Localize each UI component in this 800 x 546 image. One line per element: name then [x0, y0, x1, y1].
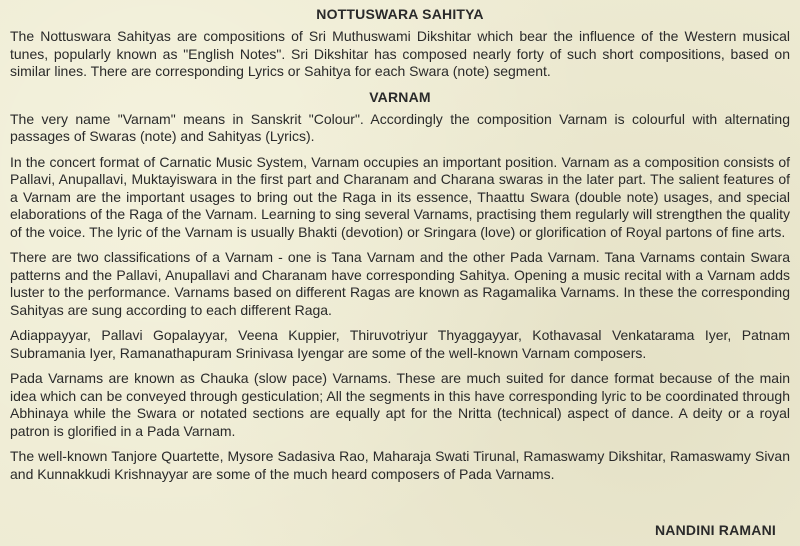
varnam-paragraph-pada-composers: The well-known Tanjore Quartette, Mysore Sadasiva Rao, Maharaja Swati Tirunal, Ramaswamy Dikshitar, Ramaswamy Sivan and Kunnakkudi Krishnayyar are some of the much heard composers of Pada Varnams.: [10, 448, 790, 482]
varnam-paragraph-pada-varnams: Pada Varnams are known as Chauka (slow pace) Varnams. These are much suited for dance format because of the main idea which can be conveyed through gesticulation; All the segments in this have corresponding lyric to be coordinated through Abhinaya while the Swara or notated sections are equally apt for the Nritta (technical) aspect of dance. A deity or a royal patron is glorified in a Pada Varnam.: [10, 370, 790, 439]
varnam-paragraph-concert-format: In the concert format of Carnatic Music System, Varnam occupies an important position. Varnam as a composition consists of Pallavi, Anupallavi, Muktayiswara in the first part and Charanam and Charana swaras in the later part. The salient features of a Varnam are the important usages to bring out the Raga in its essence, Thaattu Swara (double note) usages, and special elaborations of the Raga of the Varnam. Learning to sing several Varnams, practising them regularly will strengthen the quality of the voice. The lyric of the Varnam is usually Bhakti (devotion) or Sringara (love) or glorification of Royal partons of fine arts.: [10, 153, 791, 240]
nottuswara-heading: NOTTUSWARA SAHITYA: [316, 6, 484, 22]
varnam-heading: VARNAM: [369, 88, 431, 105]
varnam-paragraph-meaning: The very name "Varnam" means in Sanskrit "Colour". Accordingly the composition Varnam is colourful with alternating passages of Swaras (note) and Sahityas (Lyrics).: [10, 110, 790, 144]
varnam-paragraph-composers: Adiappayyar, Pallavi Gopalayyar, Veena Kuppier, Thiruvotriyur Thyaggayyar, Kothavasal Venkatarama Iyer, Patnam Subramania Iyer, Ramanathapuram Srinivasa Iyengar are some of the well-known Varnam composers.: [10, 327, 790, 361]
varnam-paragraph-classifications: There are two classifications of a Varnam - one is Tana Varnam and the other Pada Varnam. Tana Varnams contain Swara patterns and the Pallavi, Anupallavi and Charanam have corresponding Sahitya. Opening a music recital with a Varnam adds luster to the performance. Varnams based on different Ragas are known as Ragamalika Varnams. In these the corresponding Sahityas are sung according to each different Raga.: [10, 249, 790, 318]
nottuswara-paragraph: The Nottuswara Sahityas are compositions of Sri Muthuswami Dikshitar which bear the influence of the Western musical tunes, popularly known as "English Notes". Sri Dikshitar has composed nearly forty of such short compositions, based on similar lines. There are corresponding Lyrics or Sahitya for each Swara (note) segment.: [10, 28, 790, 79]
author-signature: NANDINI RAMANI: [654, 522, 776, 538]
